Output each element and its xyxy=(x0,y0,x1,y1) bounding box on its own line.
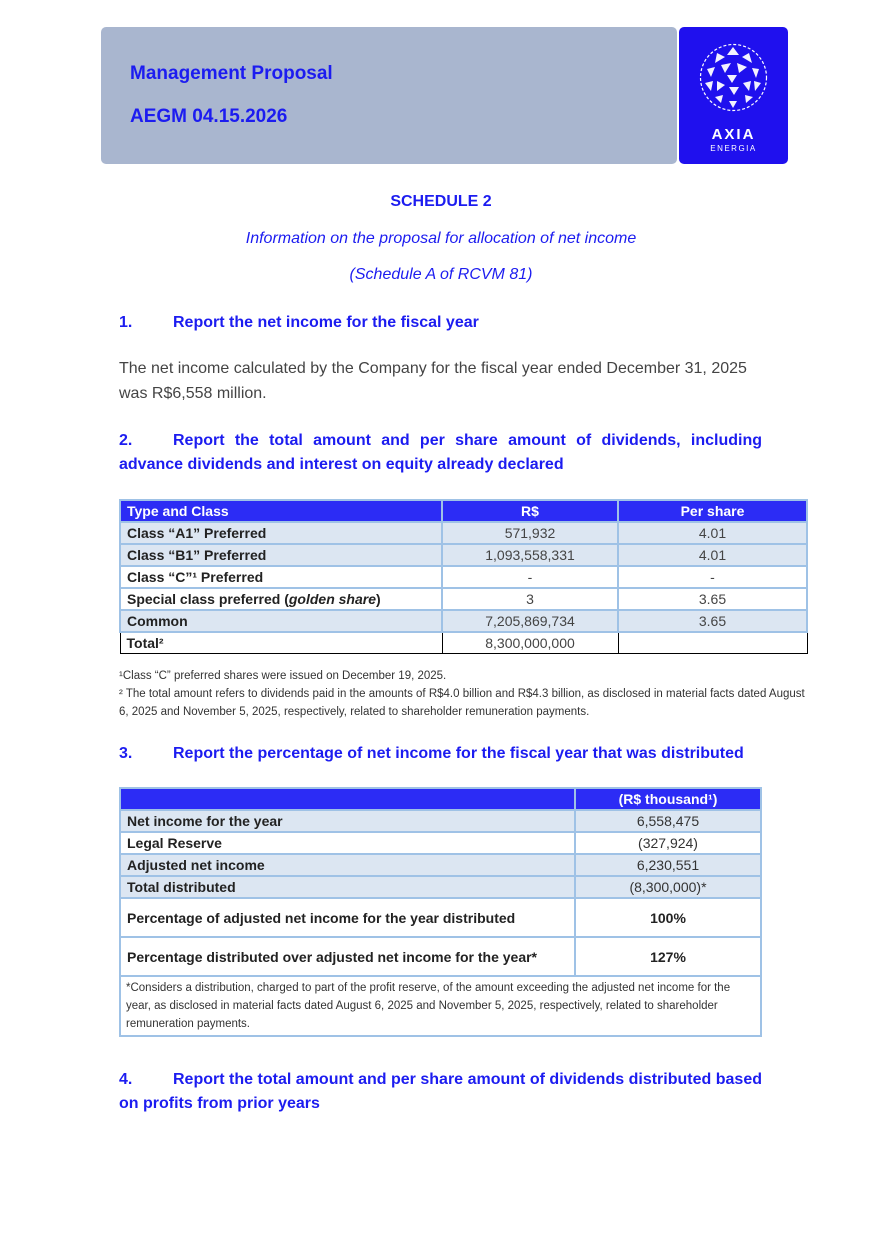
cell-per-share: 4.01 xyxy=(618,522,807,544)
table-footnote-row xyxy=(120,976,761,1036)
cell-amount: 7,205,869,734 xyxy=(442,610,618,632)
dividends-table xyxy=(119,499,808,654)
table-row xyxy=(120,566,807,588)
dividends-footnote-1: ¹Class “C” preferred shares were issued on December 19, 2025. xyxy=(119,670,447,682)
table-row xyxy=(120,937,761,976)
section-number: 2. xyxy=(119,432,133,449)
cell-value: 100% xyxy=(575,898,761,937)
cell-amount: 3 xyxy=(442,588,618,610)
cell-label: Net income for the year xyxy=(120,810,575,832)
cell-label: Percentage distributed over adjusted net income for the year* xyxy=(120,937,575,976)
cell-value: (8,300,000)* xyxy=(575,876,761,898)
section-1-text: The net income calculated by the Company for the fiscal year ended December 31, 2025 was R$6,558 million. xyxy=(119,360,747,402)
type-prefix: Special class preferred ( xyxy=(127,591,289,607)
type-italic: golden share xyxy=(288,591,377,607)
cell-label: Total distributed xyxy=(120,876,575,898)
section-4-heading xyxy=(119,1068,762,1116)
section-3-heading xyxy=(119,742,762,766)
section-title: Report the net income for the fiscal year xyxy=(173,314,479,331)
cell-amount: 8,300,000,000 xyxy=(442,632,618,654)
table-header-row xyxy=(120,500,807,522)
cell-type: Common xyxy=(120,610,442,632)
column-header-blank xyxy=(120,788,575,810)
distribution-table xyxy=(119,787,762,1037)
cell-value: (327,924) xyxy=(575,832,761,854)
section-1-heading xyxy=(119,311,762,335)
schedule-subtitle: Information on the proposal for allocation of net income xyxy=(245,230,637,247)
cell-type: Class “A1” Preferred xyxy=(120,522,442,544)
cell-type xyxy=(120,588,442,610)
table-row xyxy=(120,544,807,566)
company-logo xyxy=(679,27,788,164)
section-title: Report the total amount and per share amount of dividends, including advance dividends and interest on equity already declared xyxy=(119,432,762,473)
header-banner xyxy=(101,27,677,164)
table-row xyxy=(120,898,761,937)
table-row xyxy=(120,522,807,544)
cell-value: 6,230,551 xyxy=(575,854,761,876)
meeting-date: AEGM 04.15.2026 xyxy=(130,106,288,127)
cell-per-share: 3.65 xyxy=(618,610,807,632)
table-row xyxy=(120,610,807,632)
column-header: Type and Class xyxy=(120,500,442,522)
type-suffix: ) xyxy=(376,591,381,607)
section-title: Report the percentage of net income for the fiscal year that was distributed xyxy=(173,745,744,762)
cell-label: Percentage of adjusted net income for the year distributed xyxy=(120,898,575,937)
table-row xyxy=(120,810,761,832)
logo-brand: AXIA xyxy=(711,126,756,143)
cell-amount: 571,932 xyxy=(442,522,618,544)
cell-per-share: 4.01 xyxy=(618,544,807,566)
dividends-footnote-2: ² The total amount refers to dividends paid in the amounts of R$4.0 billion and R$4.3 billion, as disclosed in material facts dated August 6, 2025 and November 5, 2025, respectively, related to shareholder remuneration payments. xyxy=(119,688,805,718)
cell-type: Total² xyxy=(120,632,442,654)
section-number: 4. xyxy=(119,1071,133,1088)
schedule-reference: (Schedule A of RCVM 81) xyxy=(349,266,533,283)
table-row xyxy=(120,588,807,610)
cell-label: Legal Reserve xyxy=(120,832,575,854)
cell-per-share xyxy=(618,632,807,654)
cell-per-share: 3.65 xyxy=(618,588,807,610)
column-header: Per share xyxy=(618,500,807,522)
table-row xyxy=(120,876,761,898)
cell-amount: 1,093,558,331 xyxy=(442,544,618,566)
cell-per-share: - xyxy=(618,566,807,588)
cell-label: Adjusted net income xyxy=(120,854,575,876)
cell-amount: - xyxy=(442,566,618,588)
logo-subtitle: ENERGIA xyxy=(710,144,757,153)
column-header: (R$ thousand¹) xyxy=(575,788,761,810)
cell-value: 6,558,475 xyxy=(575,810,761,832)
section-number: 3. xyxy=(119,745,133,762)
section-2-heading xyxy=(119,429,762,477)
column-header: R$ xyxy=(442,500,618,522)
distribution-footnote: *Considers a distribution, charged to part of the profit reserve, of the amount exceeding the adjusted net income for the year, as disclosed in material facts dated August 6, 2025 and November 5, 2025, respectively, related to shareholder remuneration payments. xyxy=(120,976,761,1036)
table-total-row xyxy=(120,632,807,654)
cell-type: Class “B1” Preferred xyxy=(120,544,442,566)
geodesic-sphere-icon xyxy=(699,43,768,112)
section-title: Report the total amount and per share amount of dividends distributed based on profits from prior years xyxy=(119,1071,762,1112)
cell-value: 127% xyxy=(575,937,761,976)
table-header-row xyxy=(120,788,761,810)
schedule-title: SCHEDULE 2 xyxy=(390,193,492,210)
document-title: Management Proposal xyxy=(130,63,333,84)
cell-type: Class “C”¹ Preferred xyxy=(120,566,442,588)
table-row xyxy=(120,854,761,876)
section-number: 1. xyxy=(119,314,133,331)
table-row xyxy=(120,832,761,854)
